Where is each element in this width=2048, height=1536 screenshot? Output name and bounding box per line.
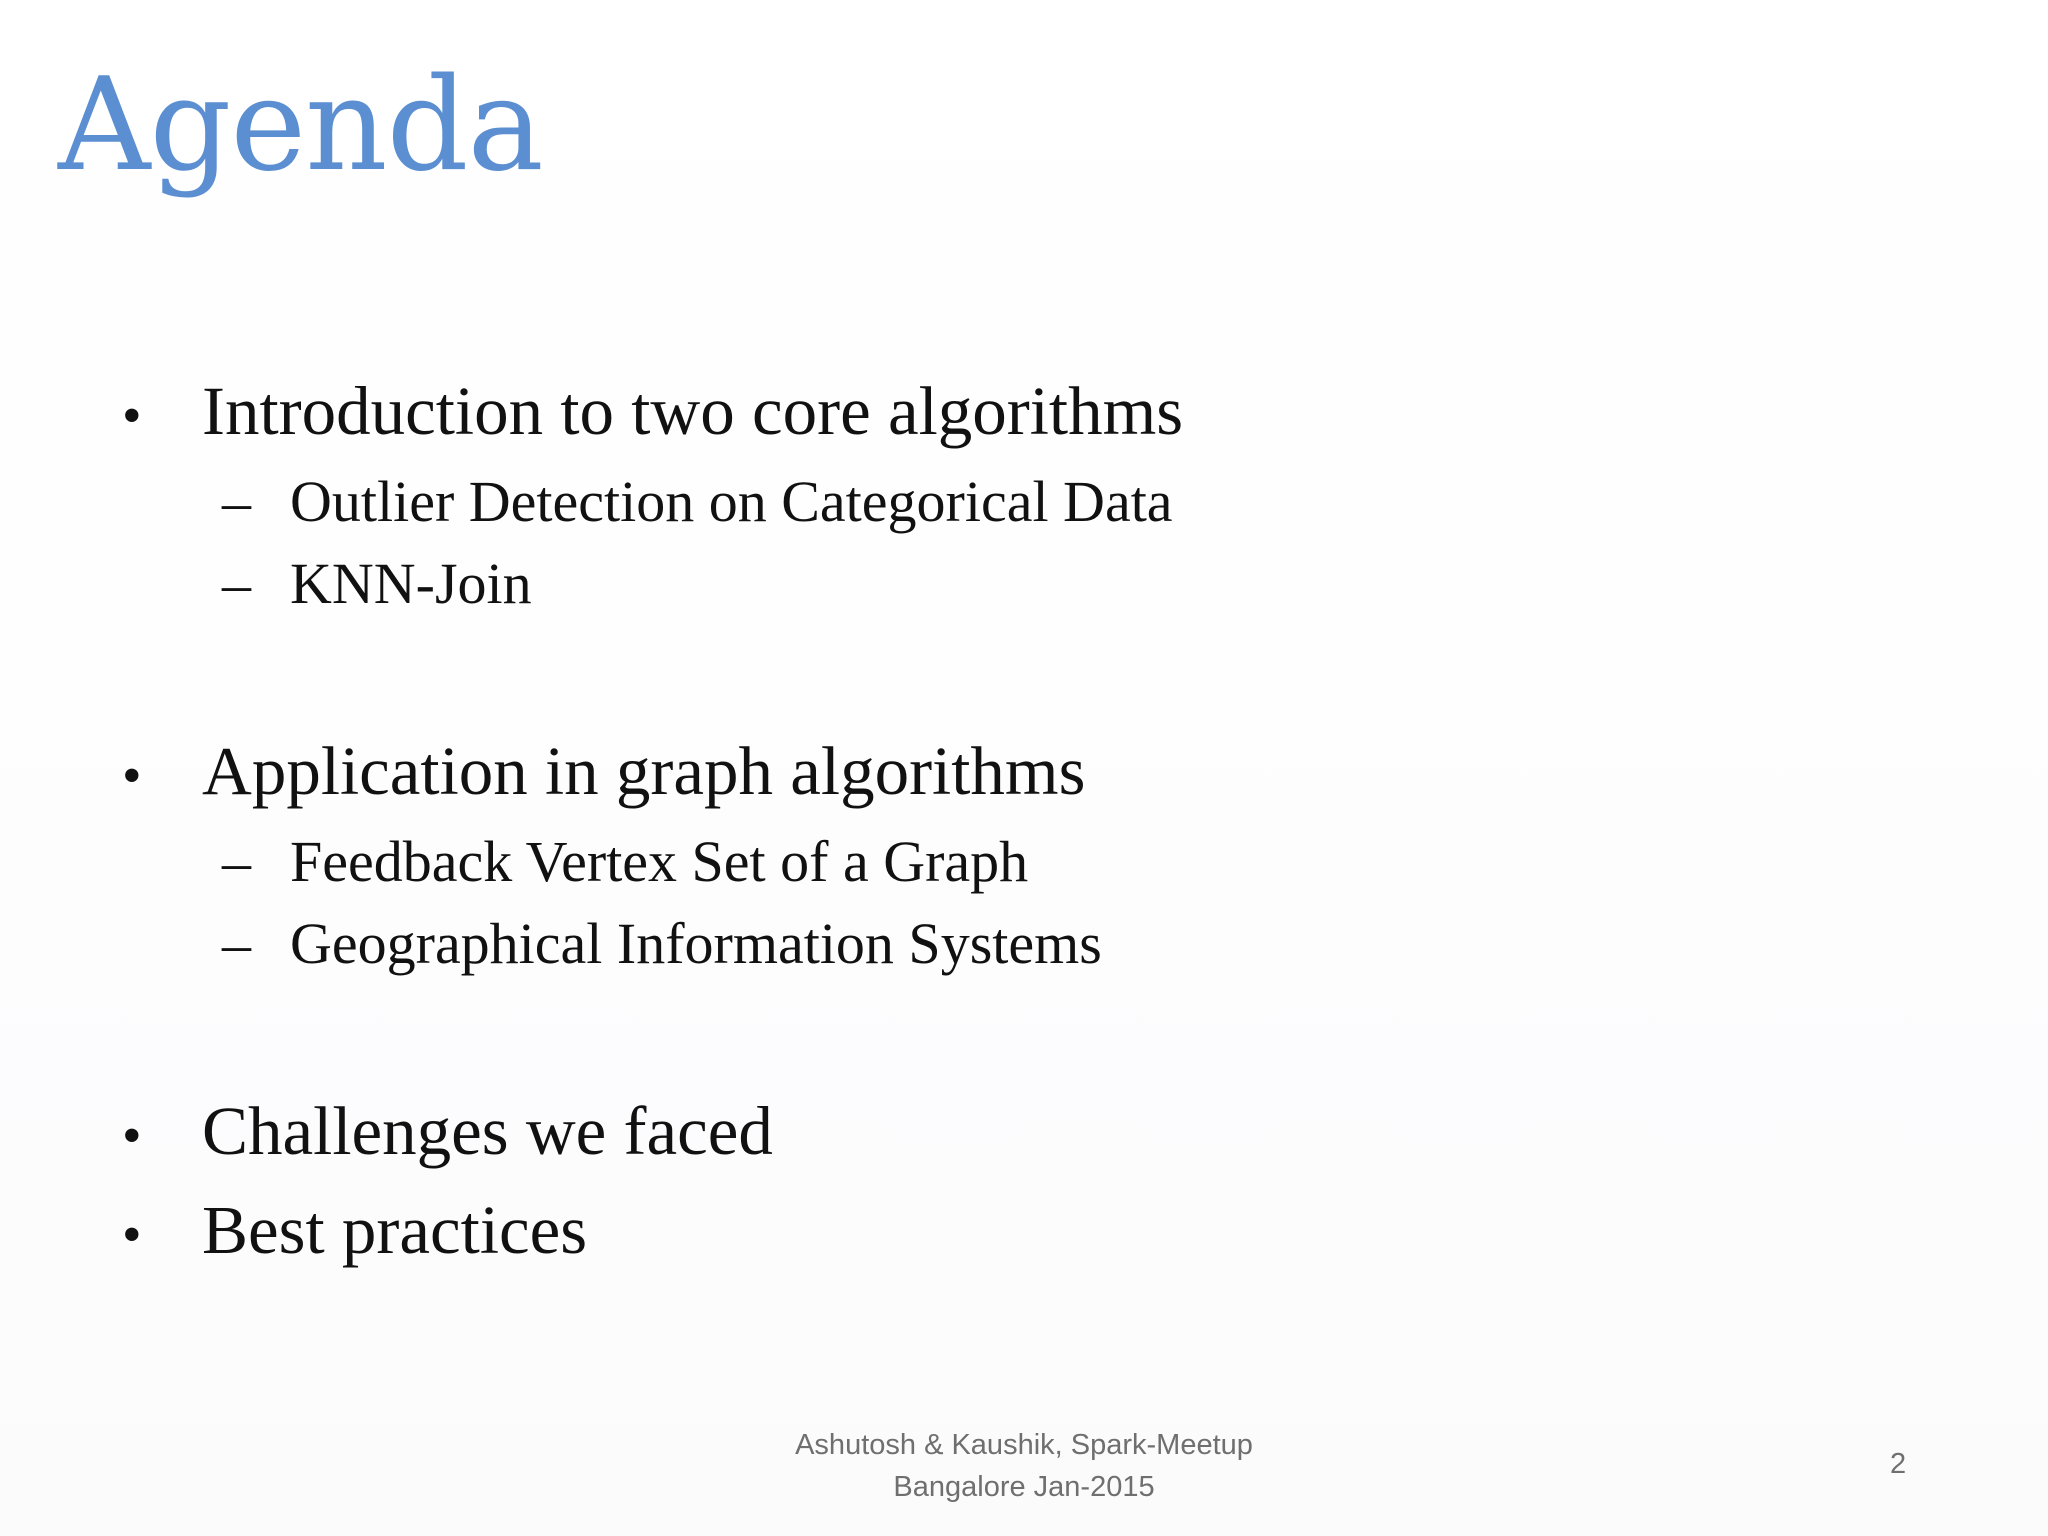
dash-icon: –: [222, 829, 251, 894]
sub-bullet-item: [222, 910, 1102, 977]
sub-bullet-item: [222, 828, 1028, 895]
slide-title: Agenda: [58, 51, 543, 200]
bullet-icon: •: [122, 745, 142, 807]
sub-bullet-text: Outlier Detection on Categorical Data: [290, 469, 1173, 534]
bullet-text: Best practices: [202, 1192, 588, 1268]
bullet-item: [122, 1092, 773, 1171]
slide-footer: [0, 1424, 2048, 1508]
bullet-icon: •: [122, 1105, 142, 1167]
bullet-item: [122, 1191, 587, 1270]
bullet-icon: •: [122, 1204, 142, 1266]
bullet-icon: •: [122, 385, 142, 447]
dash-icon: –: [222, 911, 251, 976]
sub-bullet-item: [222, 550, 532, 617]
sub-bullet-text: Feedback Vertex Set of a Graph: [290, 829, 1029, 894]
sub-bullet-item: [222, 468, 1173, 535]
sub-bullet-text: KNN-Join: [290, 551, 532, 616]
page-number: 2: [1890, 1448, 1907, 1480]
bullet-text: Application in graph algorithms: [202, 733, 1086, 809]
bullet-text: Introduction to two core algorithms: [202, 373, 1184, 449]
bullet-item: [122, 372, 1183, 451]
bullet-item: [122, 732, 1085, 811]
sub-bullet-text: Geographical Information Systems: [290, 911, 1102, 976]
footer-authors: Ashutosh & Kaushik, Spark-Meetup: [795, 1429, 1253, 1461]
dash-icon: –: [222, 551, 251, 616]
bullet-text: Challenges we faced: [202, 1093, 773, 1169]
dash-icon: –: [222, 469, 251, 534]
footer-event: Bangalore Jan-2015: [893, 1471, 1155, 1503]
